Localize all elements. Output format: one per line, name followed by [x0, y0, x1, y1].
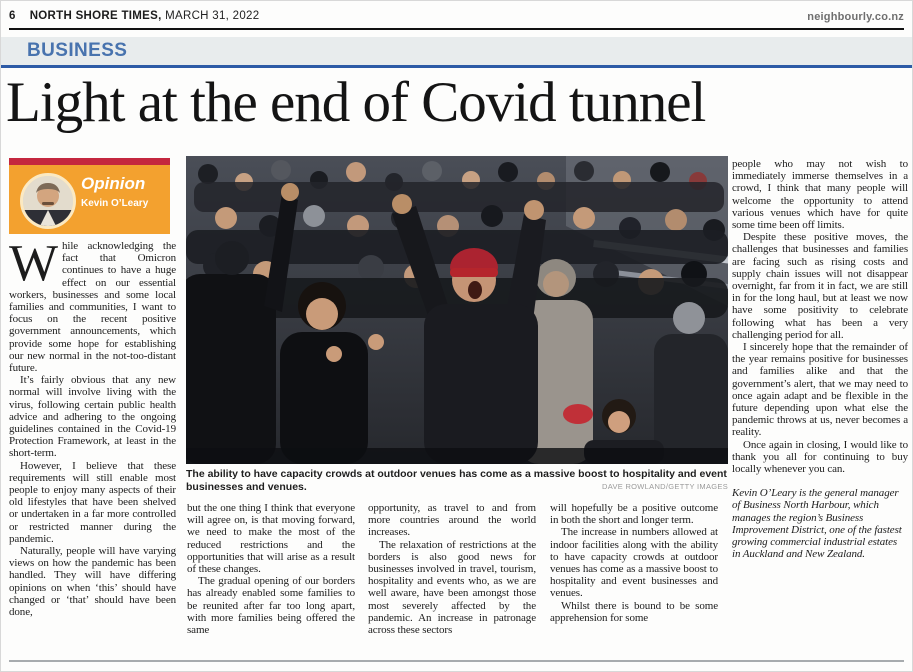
- opinion-box: [9, 158, 170, 234]
- paragraph: but the one thing I think that everyone will agree on, is that moving forward, we need to make the most of the reduced restrictions and the opportunities that will arise as a result of these changes.: [187, 502, 355, 576]
- article-column-3: [368, 502, 536, 636]
- paragraph: Despite these positive moves, the challenges that businesses and families are facing such as rising costs and supply chain issues will not disappear overnight, far from it in fact, we are still in for the long haul, but at least we now have some positivity to celebrate following what has been a very challenging period for all.: [732, 231, 908, 341]
- issue-date: MARCH 31, 2022: [165, 10, 260, 22]
- page-number: 6: [9, 10, 16, 22]
- paragraph: Whilst there is bound to be some apprehension for some: [550, 599, 718, 624]
- paragraph: However, I believe that these requirements will still enable most people to enjoy many aspects of their old lifestyles that have been shelved or undertaken in a far more controlled or restricted manner during the pandemic.: [9, 459, 176, 545]
- masthead-rule: [9, 28, 904, 30]
- bottom-rule: [9, 660, 904, 662]
- paragraph: will hopefully be a positive outcome in both the short and longer term.: [550, 502, 718, 527]
- paragraph: Once again in closing, I would like to thank you all for continuing to buy locally whenever you can.: [732, 438, 908, 476]
- paragraph: While acknowledging the fact that Omicron continues to have a huge effect on our essential workers, businesses and some local families and communities, I want to focus on the recent positive government announcements, which provide some hope for establishing our new normal in the not-too-distant future.: [9, 235, 176, 375]
- opinion-kicker: Opinion: [81, 174, 146, 193]
- section-rule: [1, 65, 912, 68]
- paragraph: It’s fairly obvious that any new normal will involve living with the virus, following certain public health advice and adhering to the ongoing guidelines contained in the Covid-19 Protection Framework, at least in the short-term.: [9, 374, 176, 460]
- paragraph: The gradual opening of our borders has already enabled some families to be reunited after far too long apart, with more families being offered the same: [187, 575, 355, 637]
- opinion-author: Kevin O’Leary: [81, 198, 149, 209]
- author-avatar-icon: [20, 173, 76, 229]
- article-column-4: [550, 502, 718, 624]
- author-bio: Kevin O’Leary is the general manager of Business North Harbour, which manages the region’s Business Improvement District, one of the fastest growing commercial industrial estates in Auckland and New Zealand.: [732, 487, 902, 561]
- article-photo: [186, 156, 728, 464]
- website-url: neighbourly.co.nz: [807, 11, 904, 23]
- paragraph: Naturally, people will have varying views on how the pandemic has been handled. They will have differing opinions on when ‘this’ should have changed or ‘that’ should have been done,: [9, 545, 176, 619]
- paragraph: The relaxation of restrictions at the borders is also good news for businesses involved in travel, tourism, hospitality and events who, as we are well aware, have been amongst those most severely affected by the pandemic. An increase in patronage across these sectors: [368, 538, 536, 637]
- masthead: [9, 10, 904, 27]
- photo-caption: [186, 468, 728, 493]
- article-column-1: [9, 235, 176, 619]
- section-band: [1, 37, 912, 65]
- paragraph: opportunity, as travel to and from more countries around the world increases.: [368, 502, 536, 539]
- opinion-red-bar: [9, 158, 170, 165]
- paper-title: NORTH SHORE TIMES,: [29, 10, 162, 22]
- section-label: BUSINESS: [27, 40, 128, 61]
- caption-text: The ability to have capacity crowds at outdoor venues has come as a massive boost to hospitality and event businesses and venues.: [186, 468, 727, 493]
- drop-cap: W: [9, 235, 58, 292]
- author-headshot-icon: [23, 176, 73, 226]
- paragraph: I sincerely hope that the remainder of the year remains positive for businesses and families alike and that the government’s alert, that we may need to once again adapt and be flexible in the future depending upon what else the pandemic throws at us, never becomes a reality.: [732, 341, 908, 439]
- paragraph: The increase in numbers allowed at indoor facilities along with the ability to have capacity crowds at outdoor venues has come as a massive boost to hospitality and event businesses and venues.: [550, 526, 718, 600]
- stadium-crowd-photo-icon: [186, 156, 728, 464]
- article-column-5: [732, 158, 908, 561]
- photo-credit: DAVE ROWLAND/GETTY IMAGES: [602, 481, 728, 491]
- headline: Light at the end of Covid tunnel: [6, 71, 706, 134]
- paragraph: people who may not wish to immediately immerse themselves in a crowd, I think that many people will welcome the opportunity to attend various venues which have for quite some time been off limits.: [732, 158, 908, 232]
- article-column-2: [187, 502, 355, 636]
